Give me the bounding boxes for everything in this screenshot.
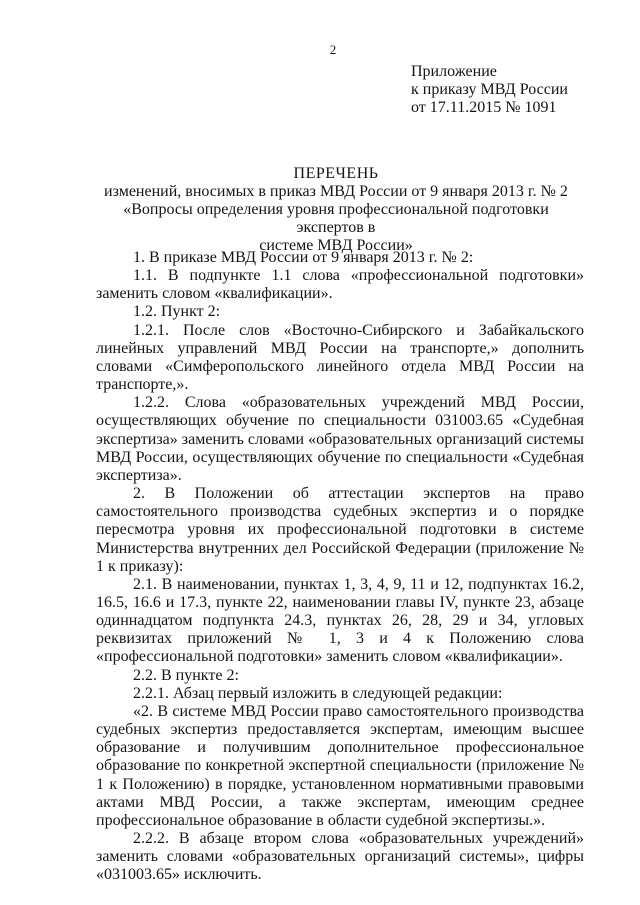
paragraph-2: 2. В Положении об аттестации экспертов на право самостоятельного производства судебных экспертиз и о порядке пересмотра уровня их профессиональной подготовки в системе Министерства внутренних дел Российской Федерации (приложение № 1 к приказу):	[96, 485, 584, 575]
approval-block	[411, 63, 621, 117]
paragraph-2-2: 2.2. В пункте 2:	[133, 666, 239, 684]
heading-line-1: изменений, вносимых в приказ МВД России от 9 января 2013 г. № 2	[104, 183, 568, 200]
approval-line-date: от 17.11.2015 № 1091	[411, 99, 557, 116]
approval-line-order: к приказу МВД России	[411, 81, 568, 98]
page-number: 2	[329, 42, 337, 57]
paragraph-1-1: 1.1. В подпункте 1.1 слова «профессиональной подготовки» заменить словом «квалификации».	[96, 267, 584, 303]
paragraph-1-2-1: 1.2.1. После слов «Восточно-Сибирского и Забайкальского линейных управлений МВД России на транспорте,» дополнить словами «Симферопольского линейного отдела МВД России на транспорте,».	[96, 321, 584, 394]
paragraph-1: 1. В приказе МВД России от 9 января 2013 г. № 2:	[133, 249, 474, 266]
approval-line-appendix: Приложение	[411, 63, 497, 80]
document-heading	[88, 165, 584, 255]
paragraph-2-2-2: 2.2.2. В абзаце втором слова «образовательных учреждений» заменить словами «образовательных организаций системы», цифры «031003.65» исключить.	[96, 830, 584, 884]
document-title: ПЕРЕЧЕНЬ	[293, 165, 379, 182]
heading-line-3: системе МВД России»	[259, 237, 413, 254]
paragraph-2-2-1-quote: «2. В системе МВД России право самостоятельного производства судебных экспертиз предоставляется экспертам, имеющим высшее образование и получившим дополнительное профессиональное образование по конкретной экспертной специальности (приложение № 1 к Положению) в порядке, установленном нормативными правовыми актами МВД России, а также экспертам, имеющим среднее профессиональное образование в области судебной экспертизы.».	[96, 702, 584, 829]
heading-line-2: «Вопросы определения уровня профессиональной подготовки экспертов в	[123, 201, 549, 236]
paragraph-1-2-2: 1.2.2. Слова «образовательных учреждений МВД России, осуществляющих обучение по специальности 031003.65 «Судебная экспертиза» заменить словами «образовательных организаций системы МВД России, осуществляющих обучение по специальности «Судебная экспертиза».	[96, 394, 584, 484]
document-body	[96, 249, 584, 884]
paragraph-2-1: 2.1. В наименовании, пунктах 1, 3, 4, 9, 11 и 12, подпунктах 16.2, 16.5, 16.6 и 17.3, пункте 22, наименовании главы IV, пункте 23, абзаце одиннадцатом подпункта 24.3, пунктах 26, 28, 29 и 34, угловых реквизитах приложений № 1, 3 и 4 к Положению слова «профессиональной подготовки» заменить словом «квалификации».	[96, 575, 584, 666]
paragraph-1-2: 1.2. Пункт 2:	[133, 303, 221, 321]
paragraph-2-2-1: 2.2.1. Абзац первый изложить в следующей редакции:	[133, 684, 503, 702]
